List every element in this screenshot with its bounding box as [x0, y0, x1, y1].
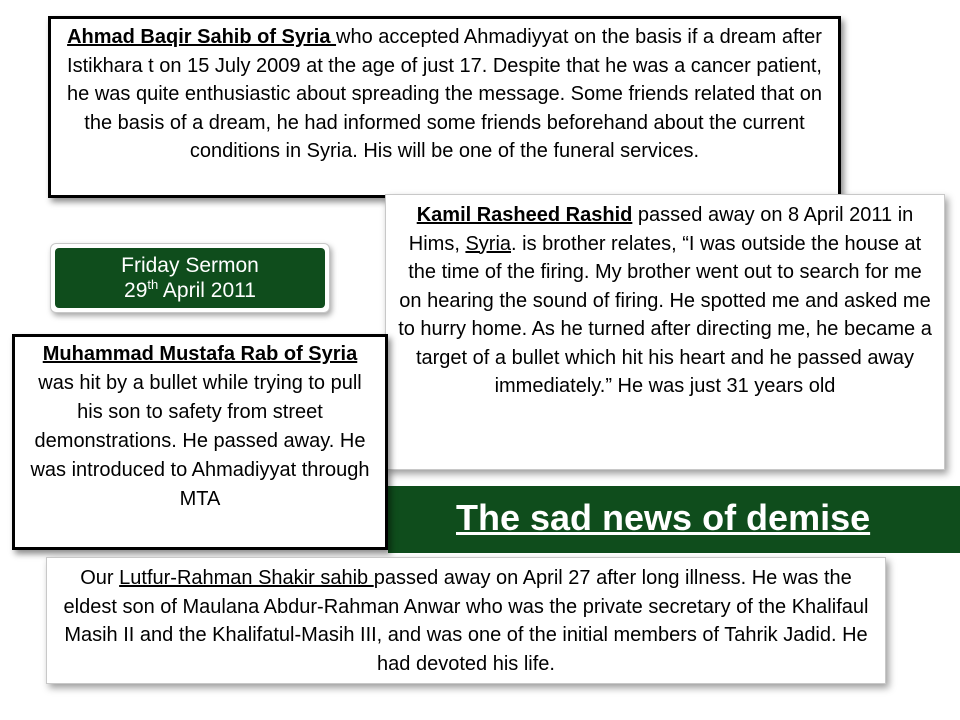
mustafa-name: Muhammad Mustafa Rab of Syria — [42, 343, 358, 365]
mustafa-rab-notice — [12, 334, 388, 550]
kamil-text-2: . is brother relates, “I was outside the house at the time of the firing. My brother went out to search for me on hearing the sound of firing. He spotted me and asked me to hurry home. As he turned after directing me, he became a target of a bullet which hit his heart and he passed away immediately.” He was just 31 years old — [398, 232, 932, 397]
kamil-name: Kamil Rasheed Rashid — [416, 204, 633, 226]
sermon-month-year: April 2011 — [158, 279, 256, 302]
friday-sermon-badge — [50, 243, 330, 313]
kamil-text-1: passed away on 8 April 2011 in Hims, — [408, 204, 914, 255]
mustafa-text: was hit by a bullet while trying to pull his son to safety from street demonstrations. He passed away. He was introduced to Ahmadiyyat through MTA — [30, 372, 370, 510]
lutfur-prefix: Our — [80, 567, 120, 589]
friday-sermon-label — [55, 248, 325, 308]
lutfur-name: Lutfur-Rahman Shakir sahib — [119, 567, 374, 589]
lutfur-text: passed away on April 27 after long illness. He was the eldest son of Maulana Abdur-Rahman Anwar who was the private secretary of the Khalifaul Masih II and the Khalifatul-Masih III, and was one of the initial members of Tahrik Jadid. He had devoted his life. — [63, 567, 869, 675]
ahmad-text: who accepted Ahmadiyyat on the basis if a dream after Istikhara t on 15 July 2009 at the age of just 17. Despite that he was a cancer patient, he was quite enthusiastic about spreading the message. Some friends related that on the basis of a dream, he had informed some friends beforehand about the current conditions in Syria. His will be one of the funeral services. — [67, 26, 822, 162]
lutfur-rahman-notice — [46, 557, 886, 684]
sermon-day-suffix: th — [147, 277, 159, 292]
sermon-date — [55, 278, 325, 303]
sermon-day: 29 — [124, 279, 148, 302]
sermon-title: Friday Sermon — [121, 254, 259, 277]
slide-title: The sad news of demise — [456, 497, 871, 538]
kamil-place: Syria — [465, 232, 512, 255]
ahmad-name: Ahmad Baqir Sahib of Syria — [67, 26, 337, 48]
kamil-rasheed-notice — [385, 194, 945, 470]
ahmad-baqir-notice — [48, 16, 841, 198]
